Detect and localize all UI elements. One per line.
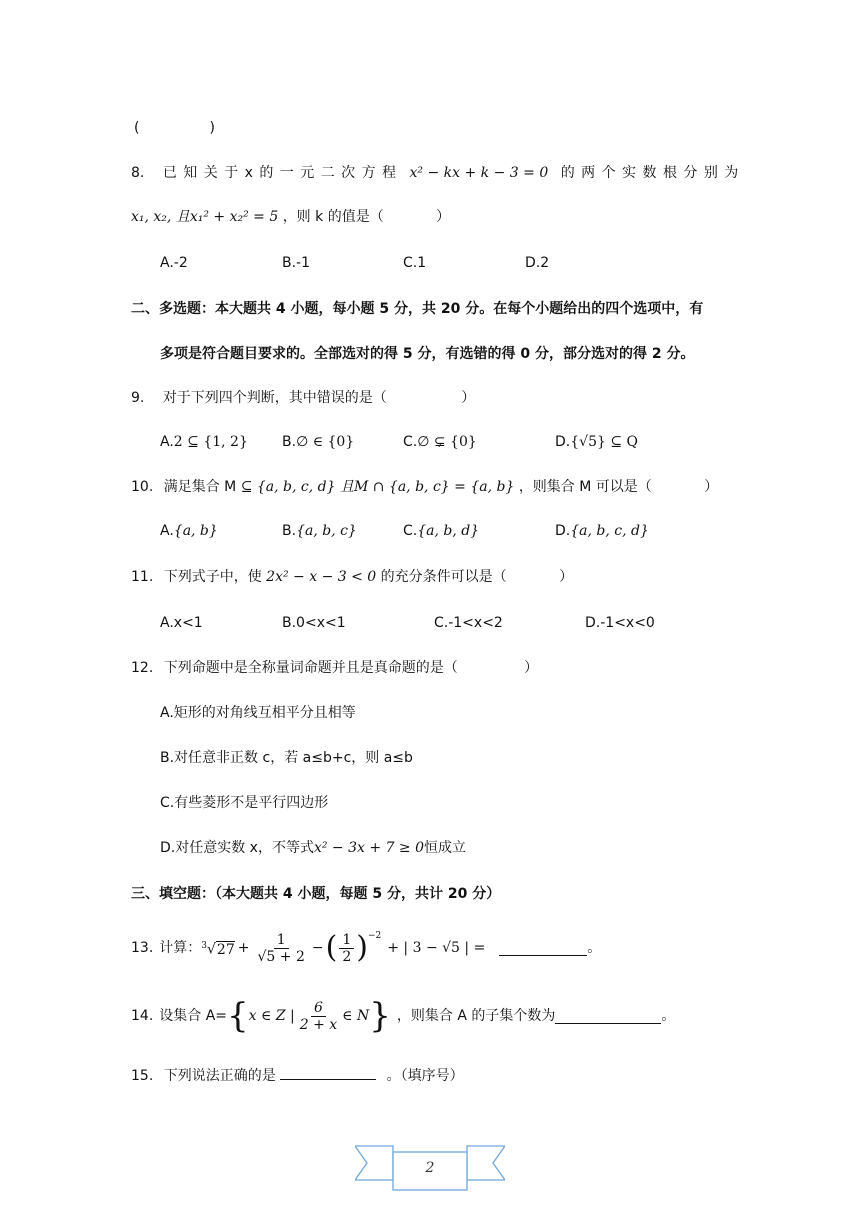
q13-text: 计算： <box>159 940 202 956</box>
q13-answer-blank[interactable] <box>499 941 587 956</box>
q12-close-paren: ） <box>524 660 539 676</box>
section-2-heading-line2: 多项是符合题目要求的。全部选对的得 5 分，有选错的得 0 分，部分选对的得 2 分。 <box>160 346 695 362</box>
q11-option-b: B.0<x<1 <box>282 615 346 631</box>
q10-option-d: D.{a, b, c, d} <box>555 523 649 539</box>
q10-number: 10. <box>131 479 154 495</box>
question-10 <box>131 477 718 497</box>
q9-option-c: C.∅ ⊊ {0} <box>403 434 477 450</box>
q8-text-b: 的 两 个 实 数 根 分 别 为 <box>560 165 740 181</box>
q8-option-a: A.-2 <box>160 255 188 271</box>
q13-half-fraction: $\frac{1}{2}$ <box>339 932 354 965</box>
q12-option-c: C.有些菱形不是平行四边形 <box>160 795 329 811</box>
q9-number: 9. <box>131 390 145 406</box>
q13-cube-root: $^3$√27 <box>201 941 235 958</box>
q8-condition-math: x₁, x₂, 且x₁² + x₂² = 5 <box>131 209 279 225</box>
q13-abs: + | 3 − √5 | = <box>387 940 486 956</box>
q9-option-a: A.2 ⊆ {1, 2} <box>160 434 248 450</box>
q12-number: 12. <box>131 660 154 676</box>
q12-option-b: B.对任意非正数 c，若 a≤b+c，则 a≤b <box>160 750 413 766</box>
q8-option-b: B.-1 <box>282 255 311 271</box>
q10-math: ⊆ {a, b, c, d} 且M ∩ {a, b, c} = {a, b} <box>240 479 515 495</box>
question-11 <box>131 567 573 587</box>
q14-text-a: 设集合 A= <box>159 1008 228 1024</box>
q9-close-paren: ） <box>461 390 476 406</box>
q11-text-b: 的充分条件可以是（ <box>380 569 507 585</box>
question-15 <box>131 1065 464 1086</box>
q12-option-a: A.矩形的对角线互相平分且相等 <box>160 705 356 721</box>
question-9 <box>131 388 475 408</box>
q12-option-d: D.对任意实数 x，不等式x² − 3x + 7 ≥ 0恒成立 <box>160 840 466 856</box>
q8-option-d: D.2 <box>525 255 550 271</box>
q10-option-a: A.{a, b} <box>160 523 218 539</box>
q11-number: 11. <box>131 569 154 585</box>
q13-number: 13. <box>131 940 154 956</box>
q14-answer-blank[interactable] <box>555 1009 661 1024</box>
q15-end: 。（填序号） <box>386 1068 464 1084</box>
q11-close-paren: ） <box>559 569 574 585</box>
section-2-heading-line1: 二、多选题：本大题共 4 小题，每小题 5 分，共 20 分。在每个小题给出的四个选项中，有 <box>131 301 704 317</box>
page-number-ribbon <box>355 1140 505 1192</box>
q11-math: 2x² − x − 3 < 0 <box>266 569 377 585</box>
q9-option-b: B.∅ ∈ {0} <box>282 434 355 450</box>
question-8 <box>131 163 739 183</box>
q9-option-d: D.{√5} ⊆ Q <box>555 434 638 450</box>
page-number: 2 <box>425 1160 435 1176</box>
q15-answer-blank[interactable] <box>280 1065 376 1080</box>
q13-fraction: $\frac{1}{√5 + 2}$ <box>257 931 305 965</box>
q8-close-paren: ） <box>436 209 451 225</box>
question-14: 14. 设集合 A= { x ∈ Z | $\frac{6}{2 + x}$ ∈ N } ，则集合 A 的子集个数为 。 <box>131 996 676 1036</box>
q14-text-b: ，则集合 A 的子集个数为 <box>396 1008 556 1024</box>
q9-text: 对于下列四个判断，其中错误的是（ <box>162 390 387 406</box>
q13-exponent: −2 <box>367 931 382 941</box>
q11-option-d: D.-1<x<0 <box>585 615 655 631</box>
q8-equation: x² − kx + k − 3 = 0 <box>409 165 549 181</box>
q14-set-right: ∈ N <box>342 1008 370 1024</box>
question-13: 13. 计算： $^3$√27 + $\frac{1}{√5 + 2}$ − ( $\frac{1}{2}$ ) $^{-2}$ + | 3 − √5 | = 。 <box>131 922 601 974</box>
q7-answer-paren: ( ) <box>134 120 215 136</box>
q10-close-paren: ） <box>704 479 719 495</box>
q10-option-b: B.{a, b, c} <box>282 523 357 539</box>
q10-option-c: C.{a, b, d} <box>403 523 480 539</box>
q14-fraction: $\frac{6}{2 + x}$ <box>299 999 338 1033</box>
q10-text-a: 满足集合 M <box>163 479 237 495</box>
section-3-heading: 三、填空题：（本大题共 4 小题，每题 5 分，共计 20 分） <box>131 886 501 902</box>
question-12 <box>131 658 538 678</box>
q11-option-c: C.-1<x<2 <box>434 615 503 631</box>
q14-set-left: x ∈ Z | <box>248 1008 295 1024</box>
q10-text-b: ，则集合 M 可以是（ <box>518 479 652 495</box>
q11-text-a: 下列式子中，使 <box>163 569 262 585</box>
q12-text: 下列命题中是全称量词命题并且是真命题的是（ <box>163 660 458 676</box>
q8-option-c: C.1 <box>403 255 427 271</box>
q15-text: 下列说法正确的是 <box>163 1068 276 1084</box>
q8-line-2 <box>131 207 450 227</box>
q15-number: 15. <box>131 1068 154 1084</box>
q8-text-a: 已 知 关 于 x 的 一 元 二 次 方 程 <box>162 165 398 181</box>
q8-number: 8. <box>131 165 145 181</box>
q8-line2-text: ，则 k 的值是（ <box>282 209 384 225</box>
q11-option-a: A.x<1 <box>160 615 203 631</box>
q14-number: 14. <box>131 1008 154 1024</box>
